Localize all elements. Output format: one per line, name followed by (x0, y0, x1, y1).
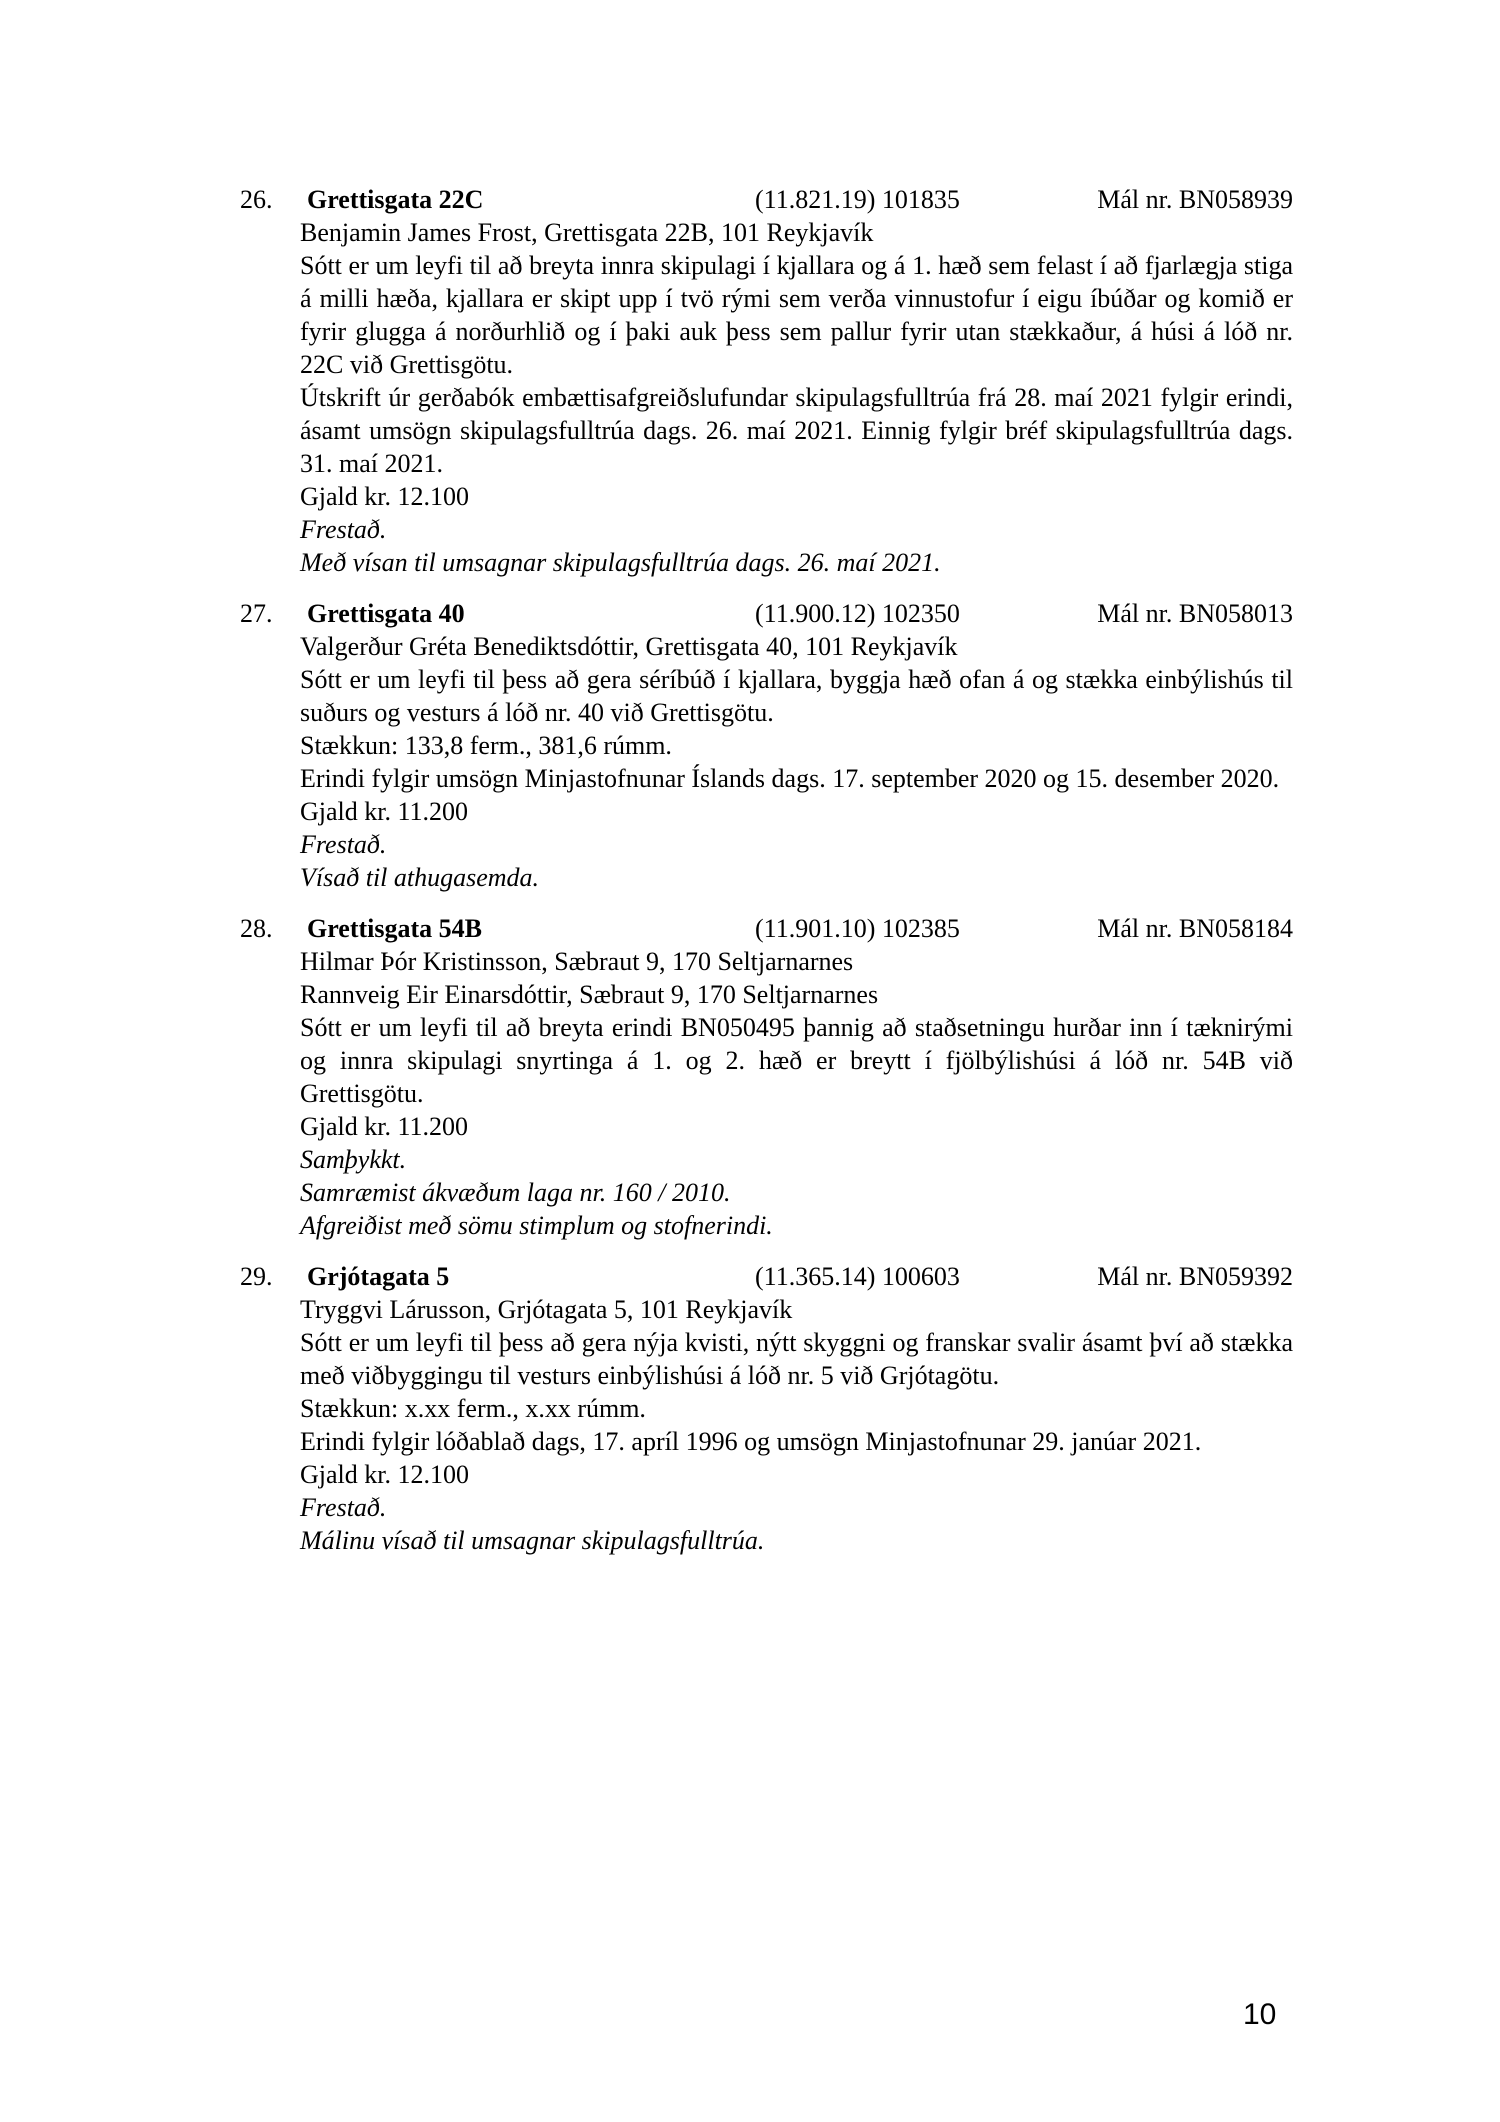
decision-line: Samræmist ákvæðum laga nr. 160 / 2010. (300, 1178, 731, 1207)
item-number: 28. (240, 914, 273, 943)
agenda-item (240, 912, 1293, 1242)
item-case-number: Mál nr. BN059392 (1097, 1262, 1293, 1291)
item-reference-number: (11.901.10) 102385 (755, 914, 960, 943)
item-reference-number: (11.900.12) 102350 (755, 599, 960, 628)
applicant-line: Tryggvi Lárusson, Grjótagata 5, 101 Reykjavík (300, 1295, 793, 1324)
description-line: Erindi fylgir umsögn Minjastofnunar Íslands dags. 17. september 2020 og 15. desember 2020. (300, 764, 1280, 793)
applicant-line: Benjamin James Frost, Grettisgata 22B, 101 Reykjavík (300, 218, 874, 247)
item-header (240, 1260, 1293, 1293)
item-body (300, 630, 1293, 894)
decision-line: Samþykkt. (300, 1145, 407, 1174)
item-number: 29. (240, 1262, 273, 1291)
item-body (300, 216, 1293, 579)
description-line: Sótt er um leyfi til þess að gera séríbúð í kjallara, byggja hæð ofan á og stækka einbýlishús til suðurs og vesturs á lóð nr. 40 við Grettisgötu. (300, 665, 1293, 727)
description-line: Erindi fylgir lóðablað dags, 17. apríl 1996 og umsögn Minjastofnunar 29. janúar 2021. (300, 1427, 1202, 1456)
item-body (300, 1293, 1293, 1557)
description-line: Sótt er um leyfi til að breyta innra skipulagi í kjallara og á 1. hæð sem felast í að fjarlægja stiga á milli hæða, kjallara er skipt upp í tvö rými sem verða vinnustofur í eigu íbúðar og komið er fyrir glugga á norðurhlið og í þaki auk þess sem pallur fyrir utan stækkaður, á húsi á lóð nr. 22C við Grettisgötu. (300, 251, 1293, 379)
item-body (300, 945, 1293, 1242)
detail-line: Gjald kr. 11.200 (300, 1112, 469, 1141)
applicant-line: Rannveig Eir Einarsdóttir, Sæbraut 9, 170 Seltjarnarnes (300, 980, 879, 1009)
applicant-line: Hilmar Þór Kristinsson, Sæbraut 9, 170 Seltjarnarnes (300, 947, 854, 976)
decision-line: Afgreiðist með sömu stimplum og stofnerindi. (300, 1211, 773, 1240)
decision-line: Vísað til athugasemda. (300, 863, 540, 892)
item-address-title: Grettisgata 54B (307, 914, 482, 943)
decision-line: Frestað. (300, 1493, 387, 1522)
description-line: Útskrift úr gerðabók embættisafgreiðslufundar skipulagsfulltrúa frá 28. maí 2021 fylgir erindi, ásamt umsögn skipulagsfulltrúa dags. 26. maí 2021. Einnig fylgir bréf skipulagsfulltrúa dags. 31. maí 2021. (300, 383, 1293, 478)
description-line: Sótt er um leyfi til þess að gera nýja kvisti, nýtt skyggni og franskar svalir ásamt því að stækka með viðbyggingu til vesturs einbýlishúsi á lóð nr. 5 við Grjótagötu. (300, 1328, 1293, 1390)
item-address-title: Grettisgata 40 (307, 599, 465, 628)
agenda-item (240, 1260, 1293, 1557)
item-address-title: Grjótagata 5 (307, 1262, 450, 1291)
page-number: 10 (1243, 1998, 1277, 2031)
item-header (240, 912, 1293, 945)
detail-line: Stækkun: x.xx ferm., x.xx rúmm. (300, 1394, 646, 1423)
item-header (240, 597, 1293, 630)
detail-line: Gjald kr. 12.100 (300, 482, 469, 511)
item-case-number: Mál nr. BN058013 (1097, 599, 1293, 628)
detail-line: Gjald kr. 11.200 (300, 797, 469, 826)
detail-line: Stækkun: 133,8 ferm., 381,6 rúmm. (300, 731, 672, 760)
item-case-number: Mál nr. BN058184 (1097, 914, 1293, 943)
applicant-line: Valgerður Gréta Benediktsdóttir, Grettisgata 40, 101 Reykjavík (300, 632, 958, 661)
detail-line: Gjald kr. 12.100 (300, 1460, 469, 1489)
item-reference-number: (11.821.19) 101835 (755, 185, 960, 214)
item-number: 26. (240, 185, 273, 214)
decision-line: Með vísan til umsagnar skipulagsfulltrúa dags. 26. maí 2021. (300, 548, 941, 577)
decision-line: Málinu vísað til umsagnar skipulagsfulltrúa. (300, 1526, 765, 1555)
decision-line: Frestað. (300, 515, 387, 544)
item-address-title: Grettisgata 22C (307, 185, 484, 214)
agenda-item-list (240, 183, 1293, 1575)
agenda-item (240, 597, 1293, 894)
item-number: 27. (240, 599, 273, 628)
decision-line: Frestað. (300, 830, 387, 859)
description-line: Sótt er um leyfi til að breyta erindi BN050495 þannig að staðsetningu hurðar inn í tæknirými og innra skipulagi snyrtinga á 1. og 2. hæð er breytt í fjölbýlishúsi á lóð nr. 54B við Grettisgötu. (300, 1013, 1293, 1108)
agenda-items-container (240, 183, 1293, 1557)
item-header (240, 183, 1293, 216)
agenda-item (240, 183, 1293, 579)
item-reference-number: (11.365.14) 100603 (755, 1262, 960, 1291)
item-case-number: Mál nr. BN058939 (1097, 185, 1293, 214)
